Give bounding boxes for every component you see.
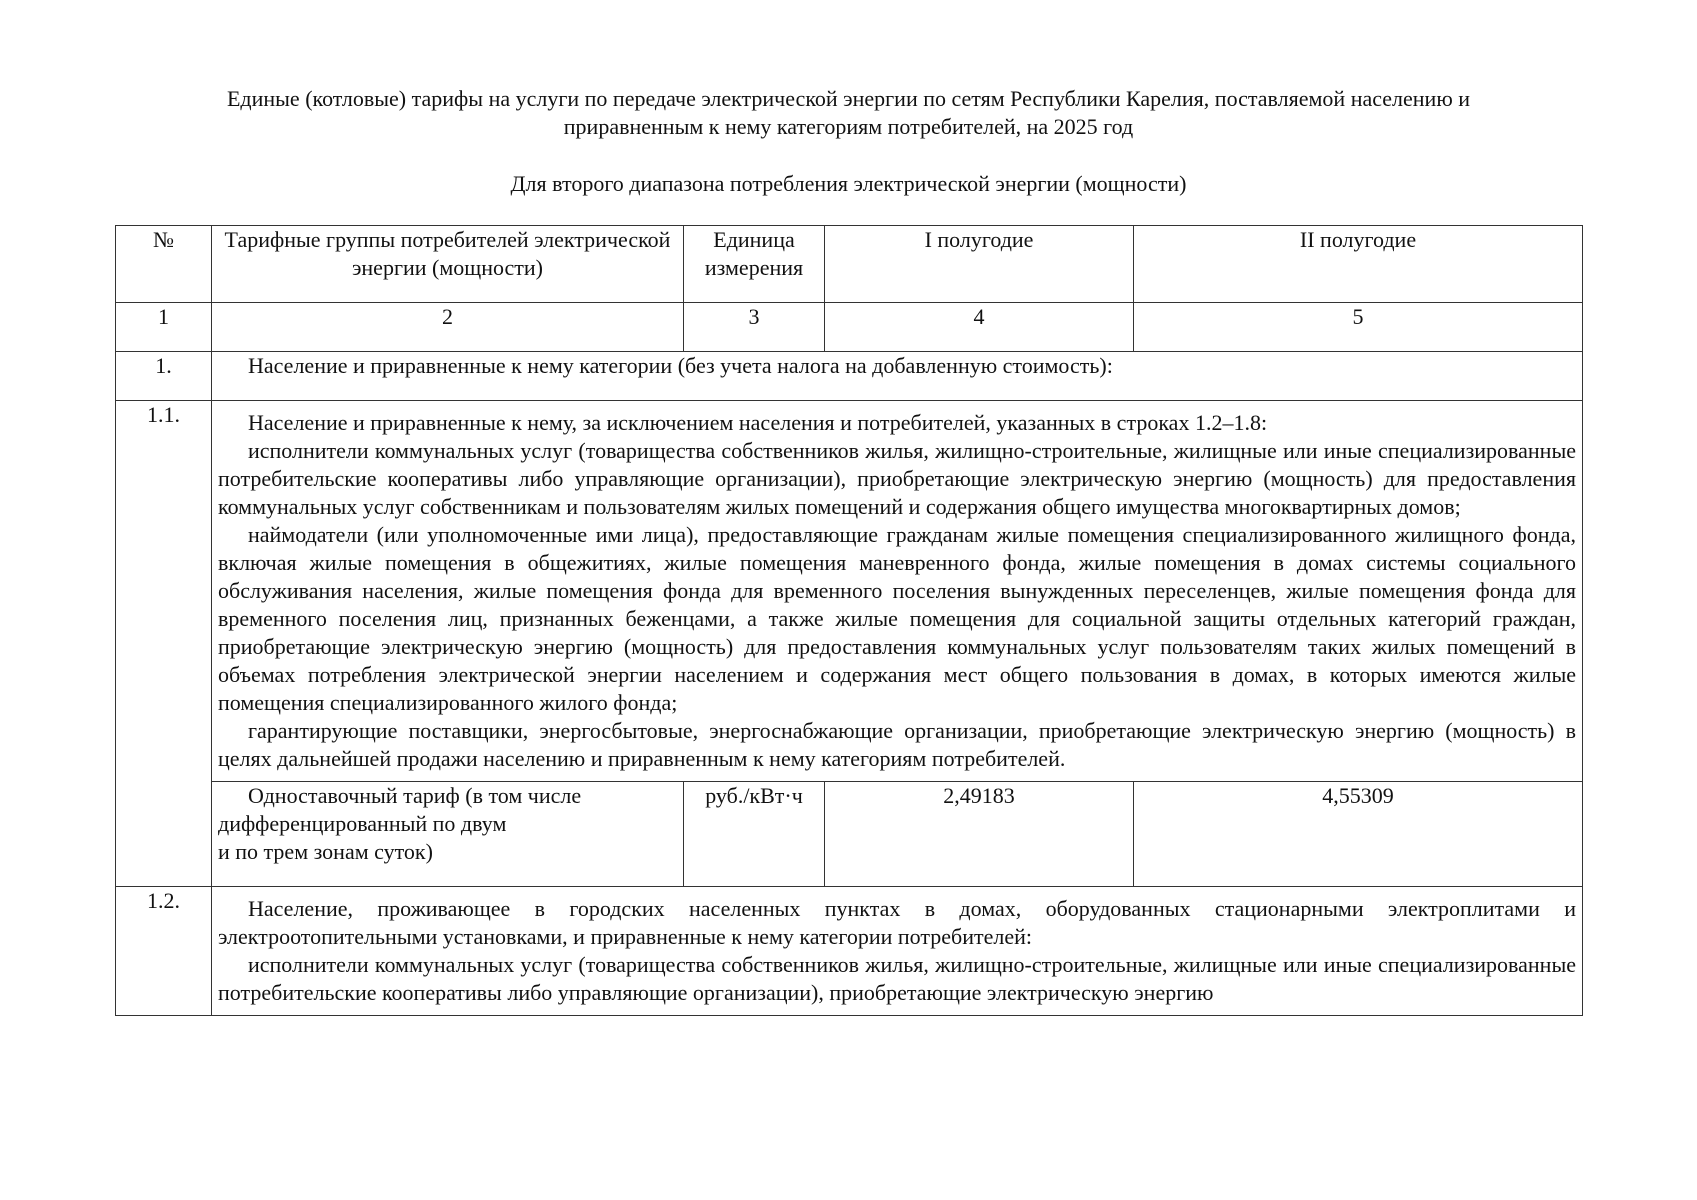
table-row-1-1 xyxy=(116,401,1583,782)
table-row-1-2 xyxy=(116,887,1583,1016)
paragraph: исполнители коммунальных услуг (товарищества собственников жилья, жилищно-строительные, жилищные или иные специализированные потребительские кооперативы либо управляющие организации), приобретающие электрическую энергию xyxy=(218,952,1576,1005)
table-row-1 xyxy=(116,352,1583,401)
column-numbers-row xyxy=(116,303,1583,352)
rate-label-line: и по трем зонам суток) xyxy=(218,839,433,864)
header-tariff-groups: Тарифные группы потребителей электрической энергии (мощности) xyxy=(212,226,684,303)
column-number: 1 xyxy=(116,303,212,352)
paragraph: исполнители коммунальных услуг (товарищества собственников жилья, жилищно-строительные, жилищные или иные специализированные потребительские кооперативы либо управляющие организации), приобретающие электрическую энергию (мощность) для предоставления коммунальных услуг собственникам и пользователям жилых помещений и содержания общего имущества многоквартирных домов; xyxy=(218,438,1576,519)
table-header-row xyxy=(116,226,1583,303)
rate-first-half-value: 2,49183 xyxy=(825,782,1134,887)
row-description xyxy=(212,401,1583,782)
header-second-half: II полугодие xyxy=(1134,226,1583,303)
row-text: Население и приравненные к нему категории (без учета налога на добавленную стоимость): xyxy=(212,352,1583,401)
document-title xyxy=(130,85,1567,141)
tariff-table xyxy=(115,225,1583,1016)
column-number: 4 xyxy=(825,303,1134,352)
title-line-2: приравненным к нему категориям потребителей, на 2025 год xyxy=(563,114,1134,139)
paragraph: Население, проживающее в городских населенных пунктах в домах, оборудованных стационарными электроплитами и электроотопительными установками, и приравненные к нему категории потребителей: xyxy=(218,896,1576,949)
rate-label xyxy=(212,782,684,887)
title-line-1: Единые (котловые) тарифы на услуги по передаче электрической энергии по сетям Республики Карелия, поставляемой населению и xyxy=(226,86,1471,111)
header-number: № xyxy=(116,226,212,303)
column-number: 5 xyxy=(1134,303,1583,352)
column-number: 3 xyxy=(684,303,825,352)
header-first-half: I полугодие xyxy=(825,226,1134,303)
row-number: 1.2. xyxy=(116,887,212,1016)
header-unit: Единица измерения xyxy=(684,226,825,303)
paragraph: Население и приравненные к нему, за исключением населения и потребителей, указанных в строках 1.2–1.8: xyxy=(248,410,1268,435)
paragraph: гарантирующие поставщики, энергосбытовые, энергоснабжающие организации, приобретающие электрическую энергию (мощность) в целях дальнейшей продажи населению и приравненным к нему категориям потребителей. xyxy=(218,718,1576,771)
rate-label-line: Одноставочный тариф (в том числе xyxy=(248,783,582,808)
row-number: 1.1. xyxy=(116,401,212,887)
column-number: 2 xyxy=(212,303,684,352)
rate-second-half-value: 4,55309 xyxy=(1134,782,1583,887)
rate-label-line: дифференцированный по двум xyxy=(218,811,507,836)
document-subtitle: Для второго диапазона потребления электрической энергии (мощности) xyxy=(510,171,1187,196)
paragraph: наймодатели (или уполномоченные ими лица), предоставляющие гражданам жилые помещения специализированного жилищного фонда, включая жилые помещения в общежитиях, жилые помещения маневренного фонда, жилые помещения в домах системы социального обслуживания населения, жилые помещения фонда для временного поселения вынужденных переселенцев, жилые помещения фонда для временного поселения лиц, признанных беженцами, а также жилые помещения для социальной защиты отдельных категорий граждан, приобретающие электрическую энергию (мощность) для предоставления коммунальных услуг пользователям таких жилых помещений в объемах потребления электрической энергии населением и содержания мест общего пользования в домах, в которых имеются жилые помещения специализированного жилого фонда; xyxy=(218,522,1576,715)
rate-row xyxy=(116,782,1583,887)
rate-unit: руб./кВт·ч xyxy=(684,782,825,887)
row-description xyxy=(212,887,1583,1016)
row-number: 1. xyxy=(116,352,212,401)
